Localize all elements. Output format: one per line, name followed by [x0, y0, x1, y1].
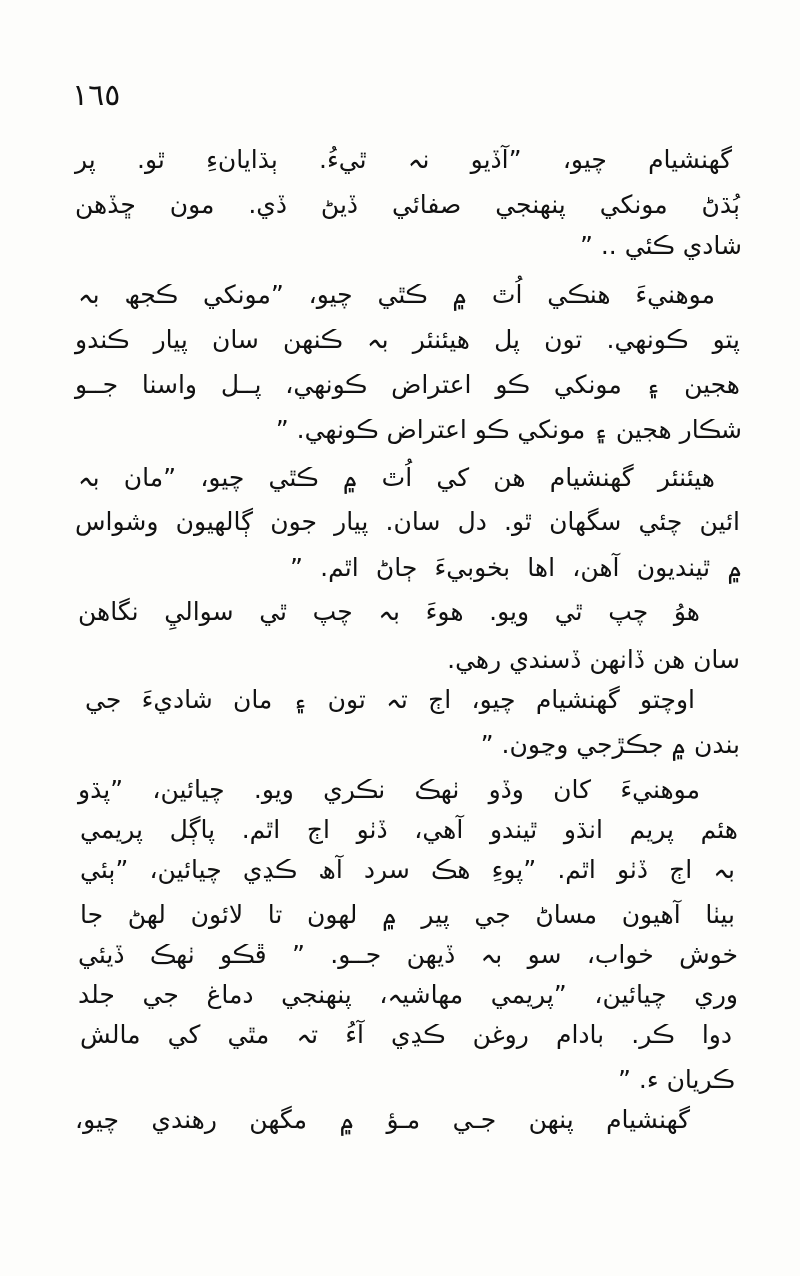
- text-line: موھنيءَ ھنڪي اُٿ ۾ ڪٿي چيو، ”مونکي ڪجھ بہ: [78, 280, 715, 309]
- page-number: ١٦٥: [72, 78, 121, 113]
- text-line: دوا ڪر. بادام روغن ڪڍي آءُ تہ مٿي کي مالش: [80, 1020, 732, 1049]
- text-line: بيٺا آھيون مساڻ جي پير ۾ لھون تا لائون لھڻ جا: [80, 900, 735, 929]
- text-line: موھنيءَ کان وڏو ٺهڪ نڪري ويو. چيائين، ”پڌو: [78, 775, 700, 804]
- text-line: خوش خواب، سو بہ ڏيھن جــو. ” ڦڪو ٺهڪ ڏيئي: [78, 940, 738, 969]
- text-line: سان ھن ڏانھن ڏسندي رھي.: [447, 645, 740, 674]
- text-line: ھئم پريم انڌو ٿيندو آھي، ڏٺو اڄ اٿم. پاڳل پريمي: [80, 815, 738, 844]
- text-line: ٻُڌڻ مونکي پنھنجي صفائي ڏيڻ ڏي. مون ڇڏھن: [75, 190, 740, 219]
- text-line: گھنشيام چيو، ”آڏيو نہ ٿيءُ. ٻڌايانءِ ٿو. پر: [75, 145, 732, 174]
- text-line: ھجين ۽ مونکي ڪو اعتراض ڪونھي، پــل واسنا جــو: [75, 370, 740, 399]
- text-line: شڪار ھجين ۽ مونکي ڪو اعتراض ڪونھي. ”: [275, 415, 742, 444]
- text-line: شادي ڪئي .. ”: [579, 231, 742, 260]
- text-line: گھنشيام پنھن جـي مـؤ ۾ مگھن رھندي چيو،: [75, 1105, 690, 1134]
- text-line: بہ اڄ ڏٺو اٿم. ”پوءِ ھڪ سرد آھ ڪڍي چيائين، ”ٻئي: [80, 855, 735, 884]
- text-line: ۾ ٿينديون آھن، اھا بخوبيءَ ڄاڻ اٿم. ”: [290, 553, 742, 582]
- text-line: وري چيائين، ”پريمي مھاشيہ، پنھنجي دماغ جي جلد: [78, 980, 738, 1009]
- text-line: ائين چئي سگھان ٿو. دل سان. پيار جون ڳالھيون وشواس: [75, 507, 740, 536]
- text-line: اوچتو گھنشيام چيو، اڄ تہ تون ۽ مان شاديءَ جي: [85, 685, 695, 714]
- text-line: ھوُ چپ ٿي ويو. ھوءَ بہ چپ ٿي سواليِ نگاھن: [78, 597, 700, 626]
- text-line: ڪريان ء. ”: [618, 1065, 735, 1094]
- text-line: ھيئنئر گھنشيام ھن کي اُٿ ۾ ڪٿي چيو، ”مان بہ: [78, 463, 715, 492]
- text-line: پتو ڪونھي. تون پل ھيئنئر بہ ڪنھن سان پيار ڪندو: [75, 325, 740, 354]
- text-line: بندن ۾ جڪڙجي وڃون. ”: [480, 730, 740, 759]
